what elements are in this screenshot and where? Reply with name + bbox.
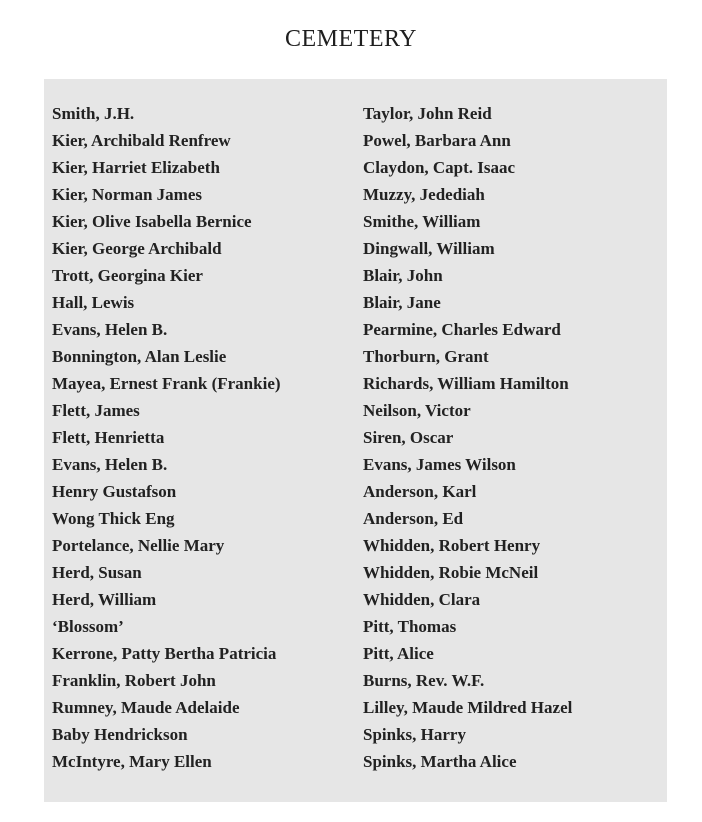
name-entry: Whidden, Robie McNeil xyxy=(363,563,539,582)
name-entry: Anderson, Ed xyxy=(363,509,464,528)
name-entry: Thorburn, Grant xyxy=(363,347,489,366)
name-entry: Spinks, Harry xyxy=(363,725,466,744)
name-entry: Henry Gustafson xyxy=(52,482,177,501)
name-entry: Mayea, Ernest Frank (Frankie) xyxy=(52,374,281,393)
name-entry: Whidden, Robert Henry xyxy=(363,536,541,555)
name-entry: Kerrone, Patty Bertha Patricia xyxy=(52,644,277,663)
name-entry: Kier, Harriet Elizabeth xyxy=(52,158,220,177)
name-entry: Evans, James Wilson xyxy=(363,455,516,474)
name-entry: Lilley, Maude Mildred Hazel xyxy=(363,698,573,717)
names-column-left xyxy=(52,103,281,778)
name-entry: Siren, Oscar xyxy=(363,428,454,447)
name-entry: Wong Thick Eng xyxy=(52,509,175,528)
name-entry: McIntyre, Mary Ellen xyxy=(52,752,212,771)
name-entry: Spinks, Martha Alice xyxy=(363,752,517,771)
name-entry: Portelance, Nellie Mary xyxy=(52,536,225,555)
name-entry: Kier, Olive Isabella Bernice xyxy=(52,212,252,231)
name-entry: Trott, Georgina Kier xyxy=(52,266,203,285)
name-entry: Evans, Helen B. xyxy=(52,455,168,474)
page-title: CEMETERY xyxy=(284,26,417,52)
name-entry: Rumney, Maude Adelaide xyxy=(52,698,240,717)
name-entry: Claydon, Capt. Isaac xyxy=(363,158,516,177)
name-entry: Pitt, Alice xyxy=(363,644,434,663)
name-entry: Herd, William xyxy=(52,590,157,609)
name-entry: Pitt, Thomas xyxy=(363,617,457,636)
name-entry: Smith, J.H. xyxy=(52,104,135,123)
name-entry: ‘Blossom’ xyxy=(52,617,124,636)
name-entry: Baby Hendrickson xyxy=(52,725,188,744)
name-entry: Smithe, William xyxy=(363,212,481,231)
name-entry: Dingwall, William xyxy=(363,239,495,258)
name-entry: Herd, Susan xyxy=(52,563,142,582)
name-entry: Taylor, John Reid xyxy=(363,104,492,123)
names-panel xyxy=(44,79,667,802)
name-entry: Flett, James xyxy=(52,401,140,420)
name-entry: Franklin, Robert John xyxy=(52,671,216,690)
name-entry: Muzzy, Jedediah xyxy=(363,185,485,204)
name-entry: Blair, Jane xyxy=(363,293,441,312)
name-entry: Burns, Rev. W.F. xyxy=(363,671,485,690)
name-entry: Neilson, Victor xyxy=(363,401,471,420)
name-entry: Powel, Barbara Ann xyxy=(363,131,511,150)
name-entry: Pearmine, Charles Edward xyxy=(363,320,561,339)
name-entry: Kier, Norman James xyxy=(52,185,202,204)
name-entry: Bonnington, Alan Leslie xyxy=(52,347,227,366)
name-entry: Kier, Archibald Renfrew xyxy=(52,131,231,150)
name-entry: Anderson, Karl xyxy=(363,482,477,501)
name-entry: Hall, Lewis xyxy=(52,293,135,312)
name-entry: Kier, George Archibald xyxy=(52,239,222,258)
name-entry: Whidden, Clara xyxy=(363,590,481,609)
name-entry: Richards, William Hamilton xyxy=(363,374,569,393)
name-entry: Blair, John xyxy=(363,266,443,285)
names-column-right xyxy=(363,103,572,778)
name-entry: Evans, Helen B. xyxy=(52,320,168,339)
name-entry: Flett, Henrietta xyxy=(52,428,165,447)
